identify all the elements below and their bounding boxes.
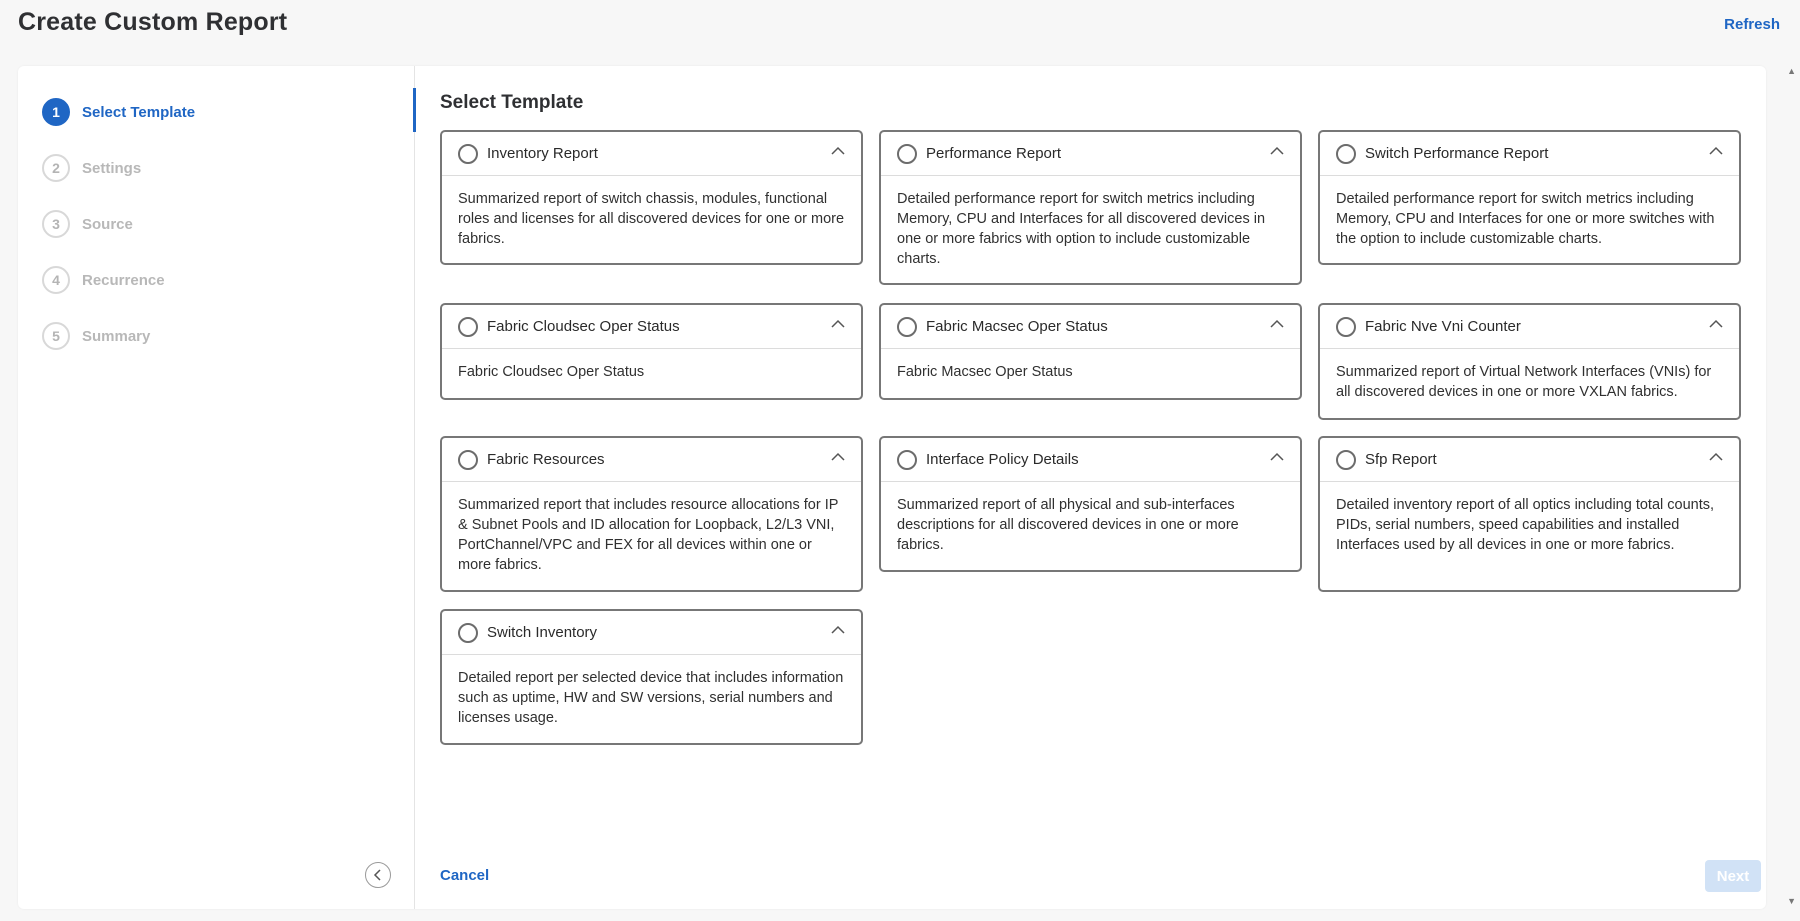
chevron-up-icon[interactable] — [831, 146, 845, 156]
template-card-header — [442, 438, 861, 482]
template-description: Fabric Macsec Oper Status — [897, 364, 1073, 380]
step-select-template[interactable] — [42, 98, 195, 126]
step-label: Recurrence — [82, 271, 165, 289]
template-card-inventory-report[interactable] — [440, 130, 863, 265]
chevron-up-icon[interactable] — [1709, 146, 1723, 156]
step-label: Summary — [82, 327, 151, 345]
section-title: Select Template — [440, 92, 584, 113]
chevron-up-icon[interactable] — [1709, 319, 1723, 329]
radio-button[interactable] — [458, 317, 478, 337]
radio-button[interactable] — [1336, 450, 1356, 470]
template-title: Fabric Macsec Oper Status — [926, 318, 1108, 335]
chevron-up-icon[interactable] — [831, 452, 845, 462]
template-card-header — [1320, 438, 1739, 482]
template-card-header — [442, 611, 861, 655]
template-title: Switch Performance Report — [1365, 145, 1549, 162]
step-number: 4 — [42, 266, 70, 294]
template-description: Detailed performance report for switch metrics including Memory, CPU and Interfaces for all discovered devices in one or more fabrics with option to include customizable charts. — [897, 191, 1266, 267]
template-description: Detailed report per selected device that includes information such as uptime, HW and SW versions, serial numbers and licenses usage. — [458, 670, 844, 726]
template-description: Fabric Cloudsec Oper Status — [458, 364, 645, 380]
step-label: Settings — [82, 159, 142, 177]
chevron-up-icon[interactable] — [1270, 319, 1284, 329]
wizard-steps — [42, 98, 195, 378]
step-label: Source — [82, 215, 133, 233]
radio-button[interactable] — [897, 450, 917, 470]
template-card-switch-performance-report[interactable] — [1318, 130, 1741, 265]
chevron-up-icon[interactable] — [1270, 146, 1284, 156]
cancel-button[interactable]: Cancel — [440, 867, 490, 884]
radio-button[interactable] — [897, 144, 917, 164]
chevron-up-icon[interactable] — [1270, 452, 1284, 462]
template-description: Summarized report of all physical and sub-interfaces descriptions for all discovered devices in one or more fabrics. — [897, 497, 1239, 553]
template-card-header — [881, 305, 1300, 349]
page-header — [18, 8, 1780, 44]
wizard-sidebar — [18, 66, 415, 909]
template-card-header — [881, 438, 1300, 482]
radio-button[interactable] — [897, 317, 917, 337]
radio-button[interactable] — [458, 623, 478, 643]
refresh-button[interactable]: Refresh — [1724, 16, 1780, 33]
step-label: Select Template — [82, 103, 196, 121]
main-panel — [415, 66, 1755, 909]
template-description: Summarized report of Virtual Network Interfaces (VNIs) for all discovered devices in one or more VXLAN fabrics. — [1336, 364, 1712, 400]
template-card-fabric-cloudsec-oper-status[interactable] — [440, 303, 863, 400]
template-description: Summarized report of switch chassis, modules, functional roles and licenses for all discovered devices for one or more fabrics. — [458, 191, 845, 247]
template-card-fabric-nve-vni-counter[interactable] — [1318, 303, 1741, 420]
page-title: Create Custom Report — [18, 8, 288, 36]
template-card-header — [442, 305, 861, 349]
step-summary[interactable] — [42, 322, 195, 350]
step-number: 5 — [42, 322, 70, 350]
chevron-up-icon[interactable] — [831, 319, 845, 329]
template-title: Performance Report — [926, 145, 1062, 162]
scroll-up-arrow-icon[interactable]: ▲ — [1787, 66, 1796, 76]
radio-button[interactable] — [1336, 144, 1356, 164]
template-title: Fabric Cloudsec Oper Status — [487, 318, 680, 335]
wizard-card — [18, 66, 1766, 909]
chevron-left-icon — [372, 869, 384, 881]
step-settings[interactable] — [42, 154, 195, 182]
template-card-fabric-resources[interactable] — [440, 436, 863, 592]
template-title: Fabric Resources — [487, 451, 605, 468]
radio-button[interactable] — [1336, 317, 1356, 337]
template-card-switch-inventory[interactable] — [440, 609, 863, 745]
template-description: Summarized report that includes resource allocations for IP & Subnet Pools and ID allocation for Loopback, L2/L3 VNI, PortChannel/VPC and FEX for all devices within one or more fabrics. — [458, 497, 839, 573]
template-title: Inventory Report — [487, 145, 598, 162]
template-card-header — [881, 132, 1300, 176]
chevron-up-icon[interactable] — [1709, 452, 1723, 462]
chevron-up-icon[interactable] — [831, 625, 845, 635]
collapse-sidebar-button[interactable] — [365, 862, 391, 888]
template-card-header — [1320, 132, 1739, 176]
template-description: Detailed inventory report of all optics including total counts, PIDs, serial numbers, speed capabilities and installed Interfaces used by all devices in one or more fabrics. — [1336, 497, 1715, 553]
step-number: 2 — [42, 154, 70, 182]
template-card-fabric-macsec-oper-status[interactable] — [879, 303, 1302, 400]
scroll-down-arrow-icon[interactable]: ▼ — [1787, 896, 1796, 906]
template-title: Sfp Report — [1365, 451, 1437, 468]
template-card-interface-policy-details[interactable] — [879, 436, 1302, 572]
step-number: 1 — [42, 98, 70, 126]
radio-button[interactable] — [458, 450, 478, 470]
template-card-performance-report[interactable] — [879, 130, 1302, 285]
template-card-header — [1320, 305, 1739, 349]
template-card-sfp-report[interactable] — [1318, 436, 1741, 592]
next-button[interactable]: Next — [1705, 860, 1761, 892]
step-number: 3 — [42, 210, 70, 238]
radio-button[interactable] — [458, 144, 478, 164]
template-title: Switch Inventory — [487, 624, 598, 641]
template-card-header — [442, 132, 861, 176]
template-description: Detailed performance report for switch metrics including Memory, CPU and Interfaces for one or more switches with the option to include customizable charts. — [1336, 191, 1715, 247]
template-title: Interface Policy Details — [926, 451, 1079, 468]
step-recurrence[interactable] — [42, 266, 195, 294]
template-title: Fabric Nve Vni Counter — [1365, 318, 1521, 335]
step-source[interactable] — [42, 210, 195, 238]
